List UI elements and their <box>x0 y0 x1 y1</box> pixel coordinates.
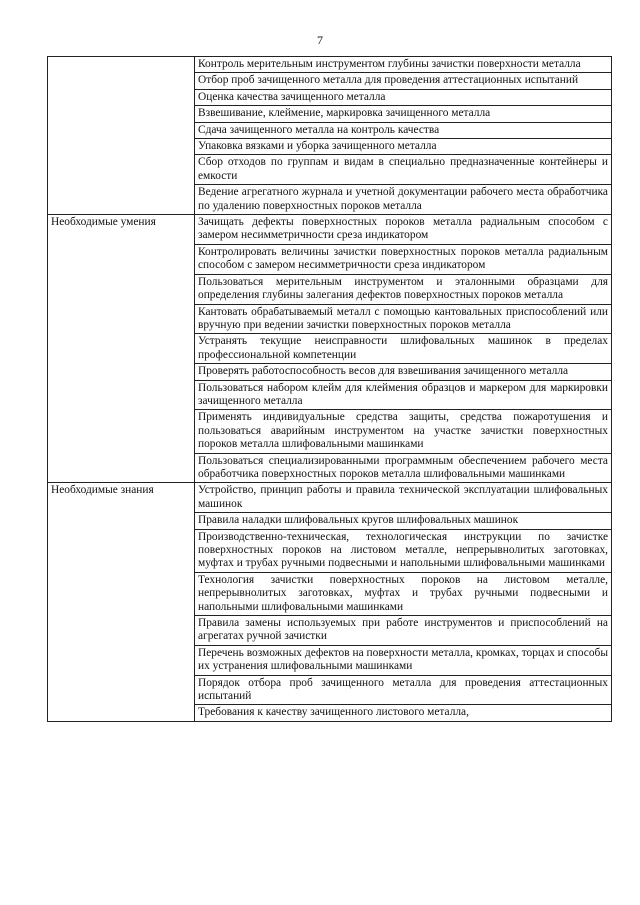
section-item: Оценка качества зачищенного металла <box>195 89 612 105</box>
section-item: Ведение агрегатного журнала и учетной документации рабочего места обработчика по удалению поверхностных пороков металла <box>195 185 612 215</box>
section-item: Правила замены используемых при работе инструментов и приспособлений на агрегатах ручной зачистки <box>195 616 612 646</box>
page-number: 7 <box>317 33 323 47</box>
section-item: Пользоваться набором клейм для клеймения образцов и маркером для маркировки зачищенного металла <box>195 380 612 410</box>
table-row <box>48 483 612 513</box>
section-label: Необходимые умения <box>48 215 195 483</box>
requirements-table <box>47 56 612 722</box>
table-row <box>48 57 612 73</box>
table-row <box>48 215 612 245</box>
section-item: Контролировать величины зачистки поверхностных пороков металла радиальным способом с замером несимметричности среза индикатором <box>195 244 612 274</box>
section-item: Производственно-техническая, технологическая инструкции по зачистке поверхностных пороков на листовом металле, непрерывнолитых заготовках, муфтах и трубах ручными подвесными и напольными шлифовальными машинками <box>195 529 612 572</box>
section-item: Зачищать дефекты поверхностных пороков металла радиальным способом с замером несимметричности среза индикатором <box>195 215 612 245</box>
section-item: Взвешивание, клеймение, маркировка зачищенного металла <box>195 106 612 122</box>
section-label: Необходимые знания <box>48 483 195 722</box>
section-item: Проверять работоспособность весов для взвешивания зачищенного металла <box>195 364 612 380</box>
section-item: Порядок отбора проб зачищенного металла для проведения аттестационных испытаний <box>195 675 612 705</box>
section-item: Правила наладки шлифовальных кругов шлифовальных машинок <box>195 513 612 529</box>
section-item: Контроль мерительным инструментом глубины зачистки поверхности металла <box>195 57 612 73</box>
section-item: Пользоваться специализированными программным обеспечением рабочего места обработчика поверхностных пороков металла шлифовальными машинками <box>195 453 612 483</box>
section-item: Кантовать обрабатываемый металл с помощью кантовальных приспособлений или вручную при ведении зачистки поверхностных пороков металла <box>195 304 612 334</box>
section-item: Пользоваться мерительным инструментом и эталонными образцами для определения глубины залегания дефектов поверхностных пороков металла <box>195 274 612 304</box>
section-item: Перечень возможных дефектов на поверхности металла, кромках, торцах и способы их устранения шлифовальными машинками <box>195 645 612 675</box>
section-item: Требования к качеству зачищенного листового металла, <box>195 705 612 721</box>
section-item: Применять индивидуальные средства защиты, средства пожаротушения и пользоваться аварийным инструментом на участке зачистки поверхностных пороков металла шлифовальными машинками <box>195 410 612 453</box>
section-item: Технология зачистки поверхностных пороков на листовом металле, непрерывнолитых заготовках, муфтах и трубах ручными подвесными и напольными шлифовальными машинками <box>195 572 612 615</box>
section-item: Сбор отходов по группам и видам в специально предназначенные контейнеры и емкости <box>195 155 612 185</box>
section-item: Отбор проб зачищенного металла для проведения аттестационных испытаний <box>195 73 612 89</box>
section-item: Упаковка вязками и уборка зачищенного металла <box>195 139 612 155</box>
section-item: Сдача зачищенного металла на контроль качества <box>195 122 612 138</box>
requirements-table-body <box>48 57 612 722</box>
section-item: Устранять текущие неисправности шлифовальных машинок в пределах профессиональной компетенции <box>195 334 612 364</box>
section-item: Устройство, принцип работы и правила технической эксплуатации шлифовальных машинок <box>195 483 612 513</box>
section-label <box>48 57 195 215</box>
